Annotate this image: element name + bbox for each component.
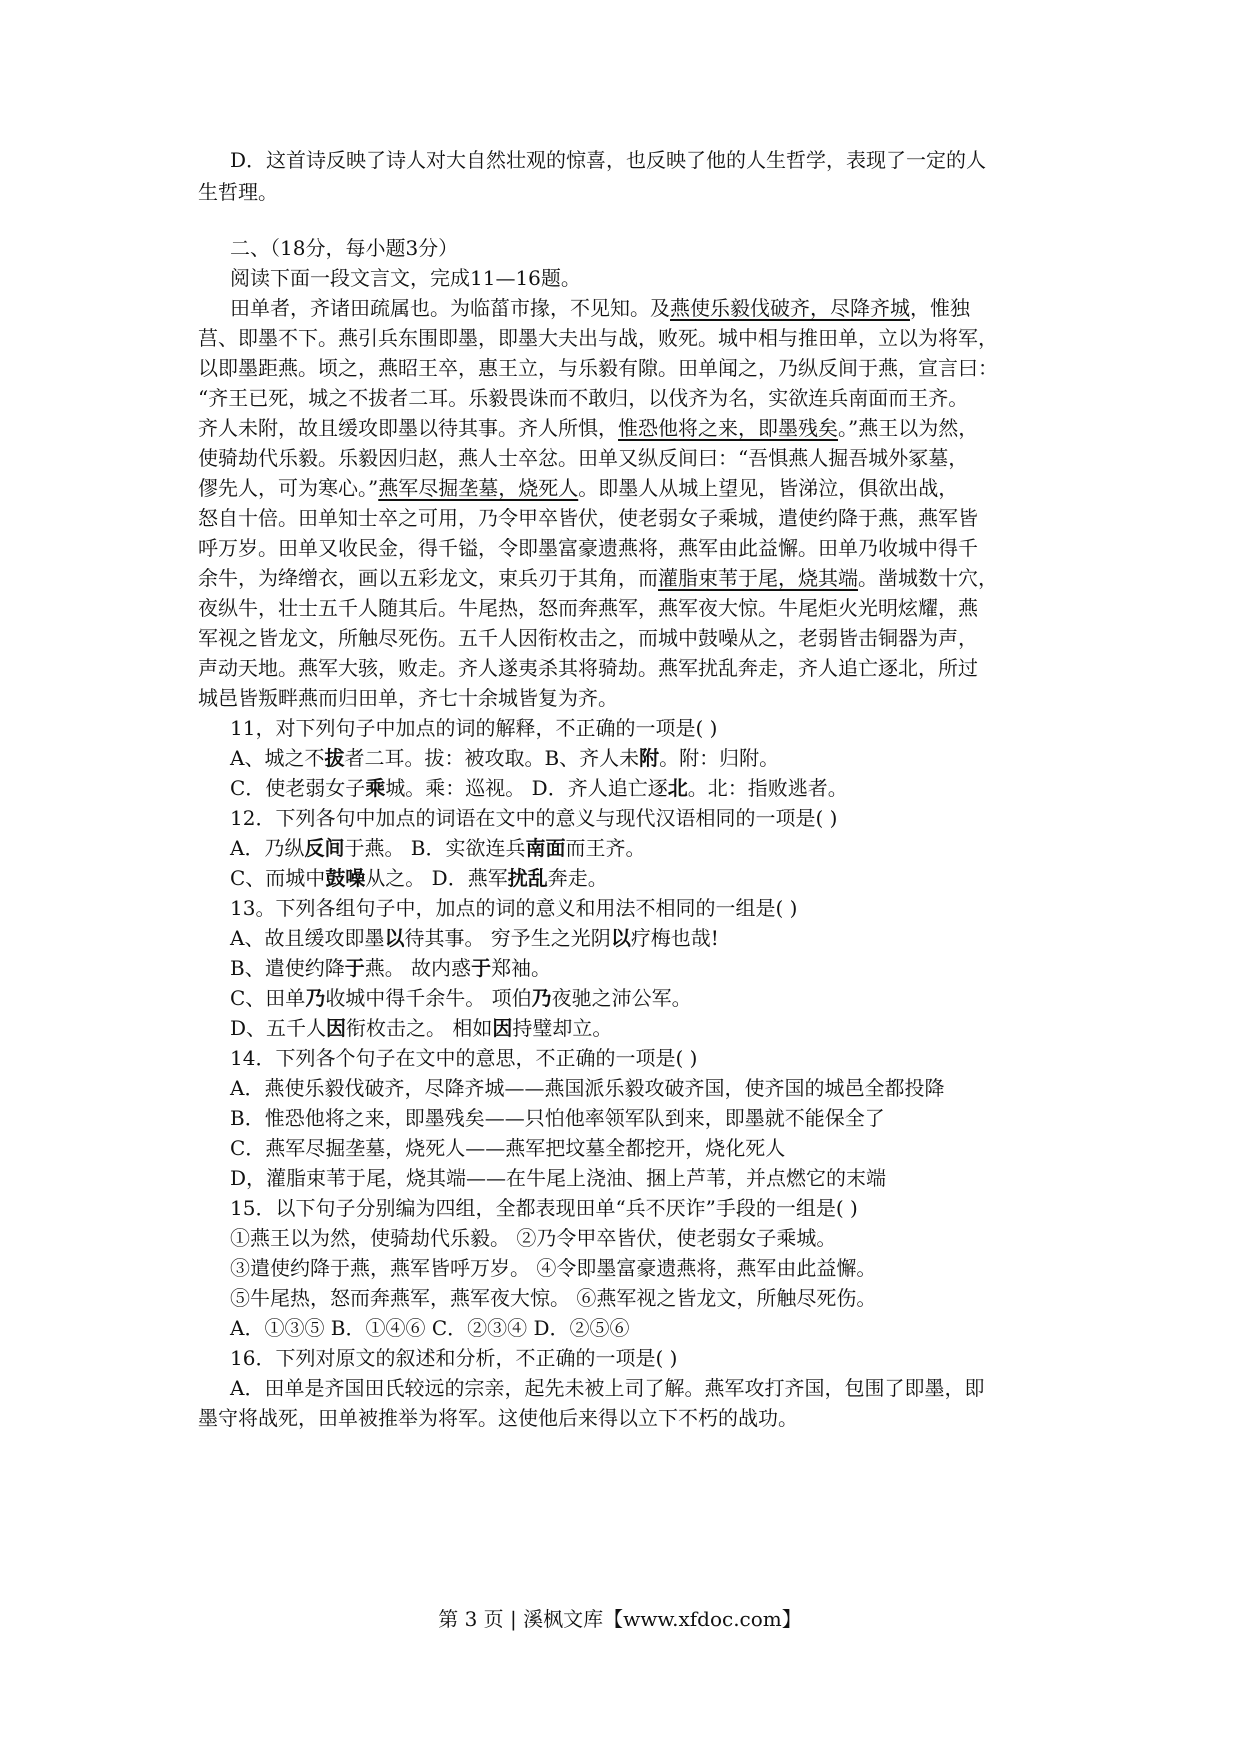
question-12-stem: 12．下列各句中加点的词语在文中的意义与现代汉语相同的一项是( ) <box>230 806 838 830</box>
question-14-option-b: B．惟恐他将之来，即墨残矣——只怕他率领军队到来，即墨就不能保全了 <box>230 1106 885 1130</box>
question-14-option-d: D，灌脂束苇于尾，烧其端——在牛尾上浇油、捆上芦苇，并点燃它的末端 <box>230 1166 887 1190</box>
question-11-options-cd: C．使老弱女子乘城。乘：巡视。 D．齐人追亡逐北。北：指败逃者。 <box>230 776 848 800</box>
question-13-option-d: D、五千人因衔枚击之。 相如因持璧却立。 <box>230 1016 613 1040</box>
underlined-phrase: 燕使乐毅伐破齐，尽降齐城 <box>670 296 910 320</box>
question-15-stem: 15．以下句子分别编为四组，全都表现田单“兵不厌诈”手段的一组是( ) <box>230 1196 858 1220</box>
question-15-row: ①燕王以为然，使骑劫代乐毅。 ②乃令甲卒皆伏，使老弱女子乘城。 <box>230 1226 837 1250</box>
passage-line: 夜纵牛，壮士五千人随其后。牛尾热，怒而奔燕军，燕军夜大惊。牛尾炬火光明炫耀，燕 <box>198 596 978 620</box>
passage-line: 呼万岁。田单又收民金，得千镒，令即墨富豪遗燕将，燕军由此益懈。田单乃收城中得千 <box>198 536 978 560</box>
question-14-option-a: A．燕使乐毅伐破齐，尽降齐城——燕国派乐毅攻破齐国，使齐国的城邑全都投降 <box>230 1076 945 1100</box>
passage-line: 田单者，齐诸田疏属也。为临菑市掾，不见知。及燕使乐毅伐破齐，尽降齐城，惟独 <box>230 296 970 320</box>
passage-line: 余牛，为绛缯衣，画以五彩龙文，束兵刃于其角，而灌脂束苇于尾，烧其端。凿城数十穴， <box>198 566 998 590</box>
question-12-options-ab: A．乃纵反间于燕。 B．实欲连兵南面而王齐。 <box>230 836 646 860</box>
question-15-row: ③遣使约降于燕，燕军皆呼万岁。 ④令即墨富豪遗燕将，燕军由此益懈。 <box>230 1256 877 1280</box>
option-d-line2: 生哲理。 <box>198 180 278 204</box>
question-15-options: A．①③⑤ B．①④⑥ C．②③④ D．②⑤⑥ <box>230 1316 630 1340</box>
section-title: 二、（18分，每小题3分） <box>230 236 459 260</box>
passage-line: 军视之皆龙文，所触尽死伤。五千人因衔枚击之，而城中鼓噪从之，老弱皆击铜器为声， <box>198 626 978 650</box>
question-16-stem: 16．下列对原文的叙述和分析，不正确的一项是( ) <box>230 1346 678 1370</box>
question-16-option-a-line2: 墨守将战死，田单被推举为将军。这使他后来得以立下不朽的战功。 <box>198 1406 798 1430</box>
question-13-option-a: A、故且缓攻即墨以待其事。 穷予生之光阴以疗梅也哉! <box>230 926 719 950</box>
question-14-option-c: C．燕军尽掘垄墓，烧死人——燕军把坟墓全都挖开，烧化死人 <box>230 1136 786 1160</box>
passage-line: 莒、即墨不下。燕引兵东围即墨，即墨大夫出与战，败死。城中相与推田单，立以为将军， <box>198 326 998 350</box>
question-16-option-a-line1: A．田单是齐国田氏较远的宗亲，起先未被上司了解。燕军攻打齐国，包围了即墨，即 <box>230 1376 985 1400</box>
passage-line: 声动天地。燕军大骇，败走。齐人遂夷杀其将骑劫。燕军扰乱奔走，齐人追亡逐北，所过 <box>198 656 978 680</box>
passage-line: “齐王已死，城之不拔者二耳。乐毅畏诛而不敢归，以伐齐为名，实欲连兵南面而王齐。 <box>198 386 969 410</box>
question-15-row: ⑤牛尾热，怒而奔燕军，燕军夜大惊。 ⑥燕军视之皆龙文，所触尽死伤。 <box>230 1286 877 1310</box>
question-13-option-c: C、田单乃收城中得千余牛。 项伯乃夜驰之沛公军。 <box>230 986 692 1010</box>
passage-line: 以即墨距燕。顷之，燕昭王卒，惠王立，与乐毅有隙。田单闻之，乃纵反间于燕，宣言曰： <box>198 356 998 380</box>
question-13-stem: 13。下列各组句子中，加点的词的意义和用法不相同的一组是( ) <box>230 896 798 920</box>
underlined-phrase: 惟恐他将之来，即墨残矣 <box>618 416 838 440</box>
question-13-option-b: B、遣使约降于燕。 故内惑于郑袖。 <box>230 956 552 980</box>
passage-line: 使骑劫代乐毅。乐毅因归赵，燕人士卒忿。田单又纵反间曰：“吾惧燕人掘吾城外冢墓， <box>198 446 969 470</box>
page-footer: 第 3 页 | 溪枫文库【www.xfdoc.com】 <box>438 1607 802 1631</box>
passage-line: 城邑皆叛畔燕而归田单，齐七十余城皆复为齐。 <box>198 686 618 710</box>
passage-line: 怒自十倍。田单知士卒之可用，乃令甲卒皆伏，使老弱女子乘城，遣使约降于燕，燕军皆 <box>198 506 978 530</box>
passage-line: 齐人未附，故且缓攻即墨以待其事。齐人所惧，惟恐他将之来，即墨残矣。”燕王以为然， <box>198 416 979 440</box>
question-11-stem: 11，对下列句子中加点的词的解释，不正确的一项是( ) <box>230 716 718 740</box>
question-14-stem: 14．下列各个句子在文中的意思，不正确的一项是( ) <box>230 1046 698 1070</box>
underlined-phrase: 灌脂束苇于尾，烧其端 <box>658 566 858 590</box>
question-11-options-ab: A、城之不拔者二耳。拔：被攻取。B、齐人未附。附：归附。 <box>230 746 780 770</box>
option-d-line1: D．这首诗反映了诗人对大自然壮观的惊喜，也反映了他的人生哲学，表现了一定的人 <box>230 148 987 172</box>
section-intro: 阅读下面一段文言文，完成11—16题。 <box>230 266 581 290</box>
underlined-phrase: 燕军尽掘垄墓，烧死人 <box>378 476 579 500</box>
passage-line: 僇先人，可为寒心。”燕军尽掘垄墓，烧死人。即墨人从城上望见，皆涕泣，俱欲出战， <box>198 476 959 500</box>
question-12-options-cd: C、而城中鼓噪从之。 D．燕军扰乱奔走。 <box>230 866 608 890</box>
